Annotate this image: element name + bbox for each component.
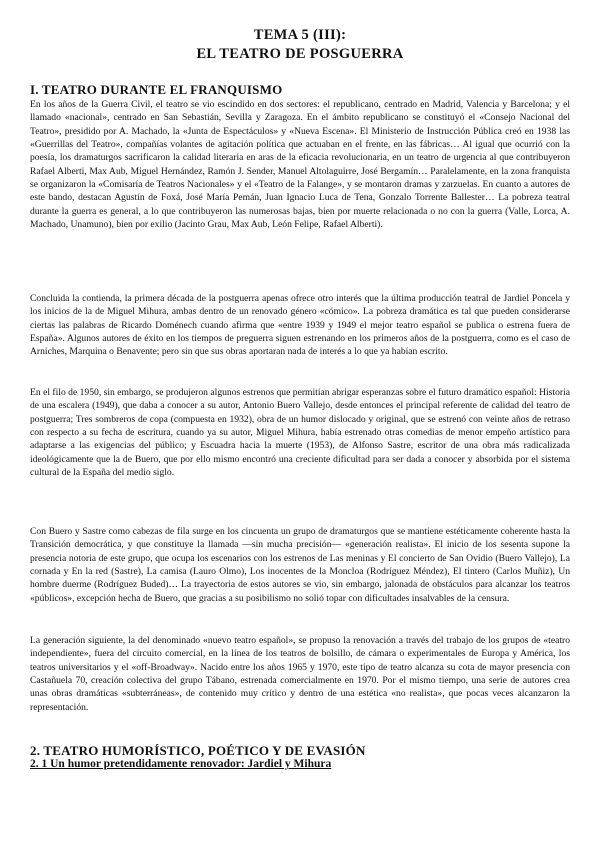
paragraph-filo-1950: En el filo de 1950, sin embargo, se produjeron algunos estrenos que permitían abrigar esperanzas sobre el futuro dramático español: Historia de una escalera (1949), que daba a conocer a su autor, Antonio Buero Vallejo, desde entonces el principal referente de calidad del teatro de postguerra; Tres sombreros de copa (compuesta en 1932), obra de un humor dislocado y original, que se estrenó con veinte años de retraso con respecto a su fecha de escritura, cuando ya su autor, Miguel Mihura, había estrenado otras comedias de menor empeño artístico para adaptarse a las exigencias del público; y Escuadra hacia la muerte (1953), de Alfonso Sastre, escritor de una obra más radicalizada ideológicamente que la de Buero, que por ello mismo encontró una creciente dificultad para ser dada a conocer y absorbida por el sistema cultural de la España del medio siglo. (30, 387, 570, 479)
document-title-line-1: TEMA 5 (III): (253, 27, 347, 43)
document-title-line-2: EL TEATRO DE POSGUERRA (196, 46, 404, 62)
paragraph-nuevo-teatro: La generación siguiente, la del denominado «nuevo teatro español», se propuso la renovación a través del trabajo de los grupos de «teatro independiente», fuera del circuito comercial, en la línea de los teatros de bolsillo, de cámara o experimentales de Europa y América, los teatros universitarios y el «off-Broadway». Nacido entre los años 1965 y 1970, este tipo de teatro alcanza su cota de mayor presencia con Castañuela 70, creación colectiva del grupo Tábano, estrenada comercialmente en 1970. Por el mismo tiempo, una serie de autores crea unas obras dramáticas «subterráneas», de contenido muy crítico y dentro de una estética «no realista», que pocas veces alcanzaron la representación. (30, 635, 570, 713)
section-heading-franquismo: I. TEATRO DURANTE EL FRANQUISMO (30, 82, 283, 97)
paragraph-guerra-civil: En los años de la Guerra Civil, el teatro se vio escindido en dos sectores: el republicano, centrado en Madrid, Valencia y Barcelona; y el llamado «nacional», centrado en San Sebastián, Sevilla y Zaragoza. En el ámbito republicano se constituyó el «Consejo Nacional del Teatro», presidido por A. Machado, la «Junta de Espectáculos» y «Nueva Escena». El Ministerio de Instrucción Pública creó en 1938 las «Guerrillas del Teatro», compañías volantes de agitación política que actuaban en el frente, en las fábricas… Al igual que ocurrió con la poesía, los dramaturgos sacrificaron la calidad literaria en aras de la eficacia revolucionaria, en un teatro de urgencia al que contribuyeron Rafael Alberti, Max Aub, Miguel Hernández, Ramón J. Sender, Manuel Altolaguirre, José Bergamín… Paralelamente, en la zona franquista se organizaron la «Comisaría de Teatros Nacionales» y el «Teatro de la Falange», y se montaron dramas y zarzuelas. En cuanto a autores de este bando, destacan Agustín de Foxá, José María Pemán, Juan Ignacio Luca de Tena, Gonzalo Torrente Ballester… La pobreza teatral durante la guerra es general, a lo que contribuyeron las numerosas bajas, bien por muerte relacionada o no con la guerra (Valle, Lorca, A. Machado, Unamuno), bien por exilio (Jacinto Grau, Max Aub, León Felipe, Rafael Alberti). (30, 99, 570, 231)
paragraph-postguerra: Concluida la contienda, la primera década de la postguerra apenas ofrece otro interés que la última producción teatral de Jardiel Poncela y los inicios de la de Miguel Mihura, ambas dentro de un renovado género «cómico». La pobreza dramática es tal que pueden considerarse ciertas las palabras de Ricardo Doménech cuando afirma que «entre 1939 y 1949 el mejor teatro español se publica o estrena fuera de España». Algunos autores de éxito en los tiempos de preguerra siguen estrenando en los primeros años de la postguerra, como es el caso de Arniches, Marquina o Benavente; pero sin que sus obras aportaran nada de interés a lo que ya habían escrito. (30, 293, 570, 358)
subsection-heading-jardiel-mihura: 2. 1 Un humor pretendidamente renovador: Jardiel y Mihura (30, 758, 332, 770)
paragraph-generacion-realista: Con Buero y Sastre como cabezas de fila surge en los cincuenta un grupo de dramaturgos que se mantiene estéticamente coherente hasta la Transición democrática, y que constituye la llamada —sin mucha precisión— «generación realista». El inicio de los sesenta supone la presencia notoria de este grupo, que ocupa los escenarios con los estrenos de Las meninas y El concierto de San Ovidio (Buero Vallejo), La cornada y En la red (Sastre), La camisa (Lauro Olmo), Los inocentes de la Moncloa (Rodríguez Méndez), El tintero (Carlos Muñiz), Un hombre duerme (Rodríguez Buded)… La trayectoria de estos autores se vio, sin embargo, jalonada de obstáculos para alcanzar los teatros «públicos», excepción hecha de Buero, que gracias a su posibilismo no solió topar con dificultades insalvables de la censura. (30, 526, 570, 604)
section-heading-humoristico: 2. TEATRO HUMORÍSTICO, POÉTICO Y DE EVASIÓN (30, 743, 366, 758)
